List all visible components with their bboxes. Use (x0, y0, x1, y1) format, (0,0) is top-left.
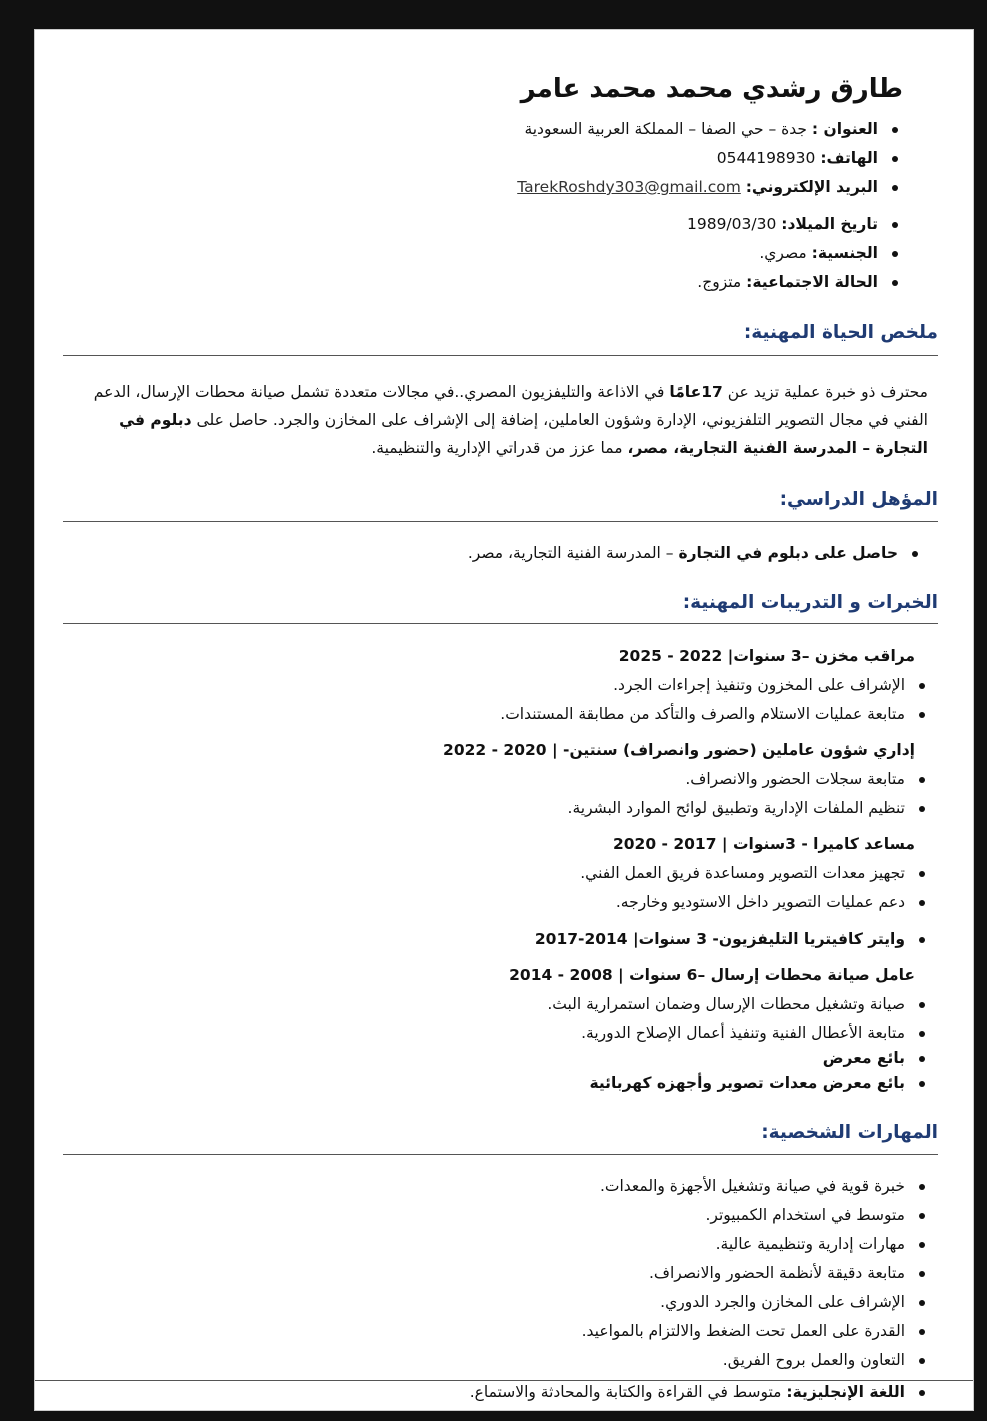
address-label: العنوان : (811, 120, 878, 138)
contact-nationality (759, 244, 898, 262)
page-bottom-divider (35, 1380, 973, 1381)
skill-item-5 (660, 1293, 925, 1311)
job-3-bullet-1-text: تجهيز معدات التصوير ومساعدة فريق العمل الفني. (580, 864, 905, 882)
phone-label: الهاتف: (820, 149, 878, 167)
skill-item-2 (705, 1206, 925, 1224)
job-title-1: مراقب مخزن –3 سنوات| 2022 - 2025 (618, 647, 915, 665)
summary-paragraph (71, 378, 928, 462)
experience-heading: الخبرات و التدريبات المهنية: (682, 592, 938, 613)
experience-divider (63, 623, 938, 624)
job-2-bullet-1 (685, 770, 925, 788)
birthdate-value: 1989/03/30 (686, 215, 777, 233)
contact-email (517, 178, 898, 196)
job-5-bullet-2-text: متابعة الأعطال الفنية وتنفيذ أعمال الإصلاح الدورية. (581, 1024, 905, 1042)
skill-item-7 (723, 1351, 925, 1369)
job-3-bullet-1 (580, 864, 925, 882)
job-title-5: عامل صيانة محطات إرسال –6 سنوات | 2008 - 2014 (509, 966, 915, 984)
skill-item-7-text: التعاون والعمل بروح الفريق. (722, 1351, 905, 1369)
nationality-label: الجنسية: (811, 244, 878, 262)
summary-diploma: دبلوم في التجارة – المدرسة الفنية التجارية، مصر، (119, 411, 928, 457)
full-name: طارق رشدي محمد محمد عامر (520, 74, 903, 104)
extra-item-2 (589, 1074, 925, 1092)
nationality-value: مصري. (759, 244, 807, 262)
extra-item-2-text: بائع معرض معدات تصوير وأجهزه كهربائية (589, 1074, 905, 1092)
birthdate-label: تاريخ الميلاد: (781, 215, 878, 233)
job-1-bullet-1 (613, 676, 925, 694)
job-5-bullet-1-text: صيانة وتشغيل محطات الإرسال وضمان استمرارية البث. (547, 995, 905, 1013)
extra-item-1 (823, 1049, 925, 1067)
skill-item-3-text: مهارات إدارية وتنظيمية عالية. (715, 1235, 905, 1253)
skill-item-6 (582, 1322, 925, 1340)
skill-item-6-text: القدرة على العمل تحت الضغط والالتزام بالمواعيد. (581, 1322, 905, 1340)
skill-english (470, 1383, 925, 1401)
job-title-4: وايتر كافيتريا التليفزيون- 3 سنوات| 2014-2017 (534, 930, 905, 948)
education-rest: – المدرسة الفنية التجارية، مصر. (467, 544, 674, 562)
job-2-bullet-1-text: متابعة سجلات الحضور والانصراف. (685, 770, 905, 788)
job-title-2: إداري شؤون عاملين (حضور وانصراف) سنتين- | 2020 - 2022 (443, 741, 915, 759)
resume-page (35, 30, 973, 1410)
summary-years: 17عامًا (669, 383, 723, 401)
marital-label: الحالة الاجتماعية: (746, 273, 878, 291)
summary-divider (63, 355, 938, 356)
summary-heading: ملخص الحياة المهنية: (743, 322, 938, 343)
skill-item-4 (649, 1264, 925, 1282)
skill-item-5-text: الإشراف على المخازن والجرد الدوري. (660, 1293, 905, 1311)
contact-birthdate (687, 215, 898, 233)
skill-item-4-text: متابعة دقيقة لأنظمة الحضور والانصراف. (649, 1264, 905, 1282)
education-heading: المؤهل الدراسي: (779, 489, 938, 510)
email-link[interactable]: TarekRoshdy303@gmail.com (517, 178, 741, 196)
skills-divider (63, 1154, 938, 1155)
phone-value: 0544198930 (716, 149, 816, 167)
email-label: البريد الإلكتروني: (745, 178, 878, 196)
job-1-bullet-2 (500, 705, 925, 723)
marital-value: متزوج. (697, 273, 742, 291)
job-3-bullet-2-text: دعم عمليات التصوير داخل الاستوديو وخارجه. (615, 893, 905, 911)
job-1-bullet-2-text: متابعة عمليات الاستلام والصرف والتأكد من مطابقة المستندات. (500, 705, 905, 723)
education-bold: حاصل على دبلوم في التجارة (678, 544, 898, 562)
job-2-bullet-2 (568, 799, 925, 817)
contact-marital (697, 273, 898, 291)
summary-text-3: مما عزز من قدراتي الإدارية والتنظيمية. (371, 439, 623, 457)
education-item (468, 544, 918, 562)
english-value: متوسط في القراءة والكتابة والمحادثة والاستماع. (469, 1383, 782, 1401)
skill-item-1-text: خبرة قوية في صيانة وتشغيل الأجهزة والمعدات. (599, 1177, 905, 1195)
address-value: جدة – حي الصفا – المملكة العربية السعودية (524, 120, 807, 138)
contact-address (524, 120, 898, 138)
skill-item-3 (716, 1235, 925, 1253)
summary-text-1: محترف ذو خبرة عملية تزيد عن (727, 383, 928, 401)
job-title-3: مساعد كاميرا - 3سنوات | 2017 - 2020 (612, 835, 915, 853)
job-5-bullet-2 (581, 1024, 925, 1042)
job-3-bullet-2 (616, 893, 925, 911)
job-2-bullet-2-text: تنظيم الملفات الإدارية وتطبيق لوائح الموارد البشرية. (567, 799, 905, 817)
summary-text-2: في الاذاعة والتليفزيون المصري..في مجالات متعددة تشمل صيانة محطات الإرسال، الدعم الفني في مجال التصوير التلفزيوني، الإدارة وشؤون العاملين، إضافة إلى الإشراف على المخازن والجرد. حاصل على (93, 383, 928, 429)
skill-item-2-text: متوسط في استخدام الكمبيوتر. (705, 1206, 905, 1224)
english-label: اللغة الإنجليزية: (786, 1383, 905, 1401)
education-divider (63, 521, 938, 522)
job-1-bullet-1-text: الإشراف على المخزون وتنفيذ إجراءات الجرد. (613, 676, 905, 694)
job-5-bullet-1 (547, 995, 925, 1013)
job-4-item (535, 930, 925, 948)
contact-phone (717, 149, 898, 167)
skills-heading: المهارات الشخصية: (761, 1122, 938, 1143)
skill-item-1 (600, 1177, 925, 1195)
extra-item-1-text: بائع معرض (822, 1049, 905, 1067)
